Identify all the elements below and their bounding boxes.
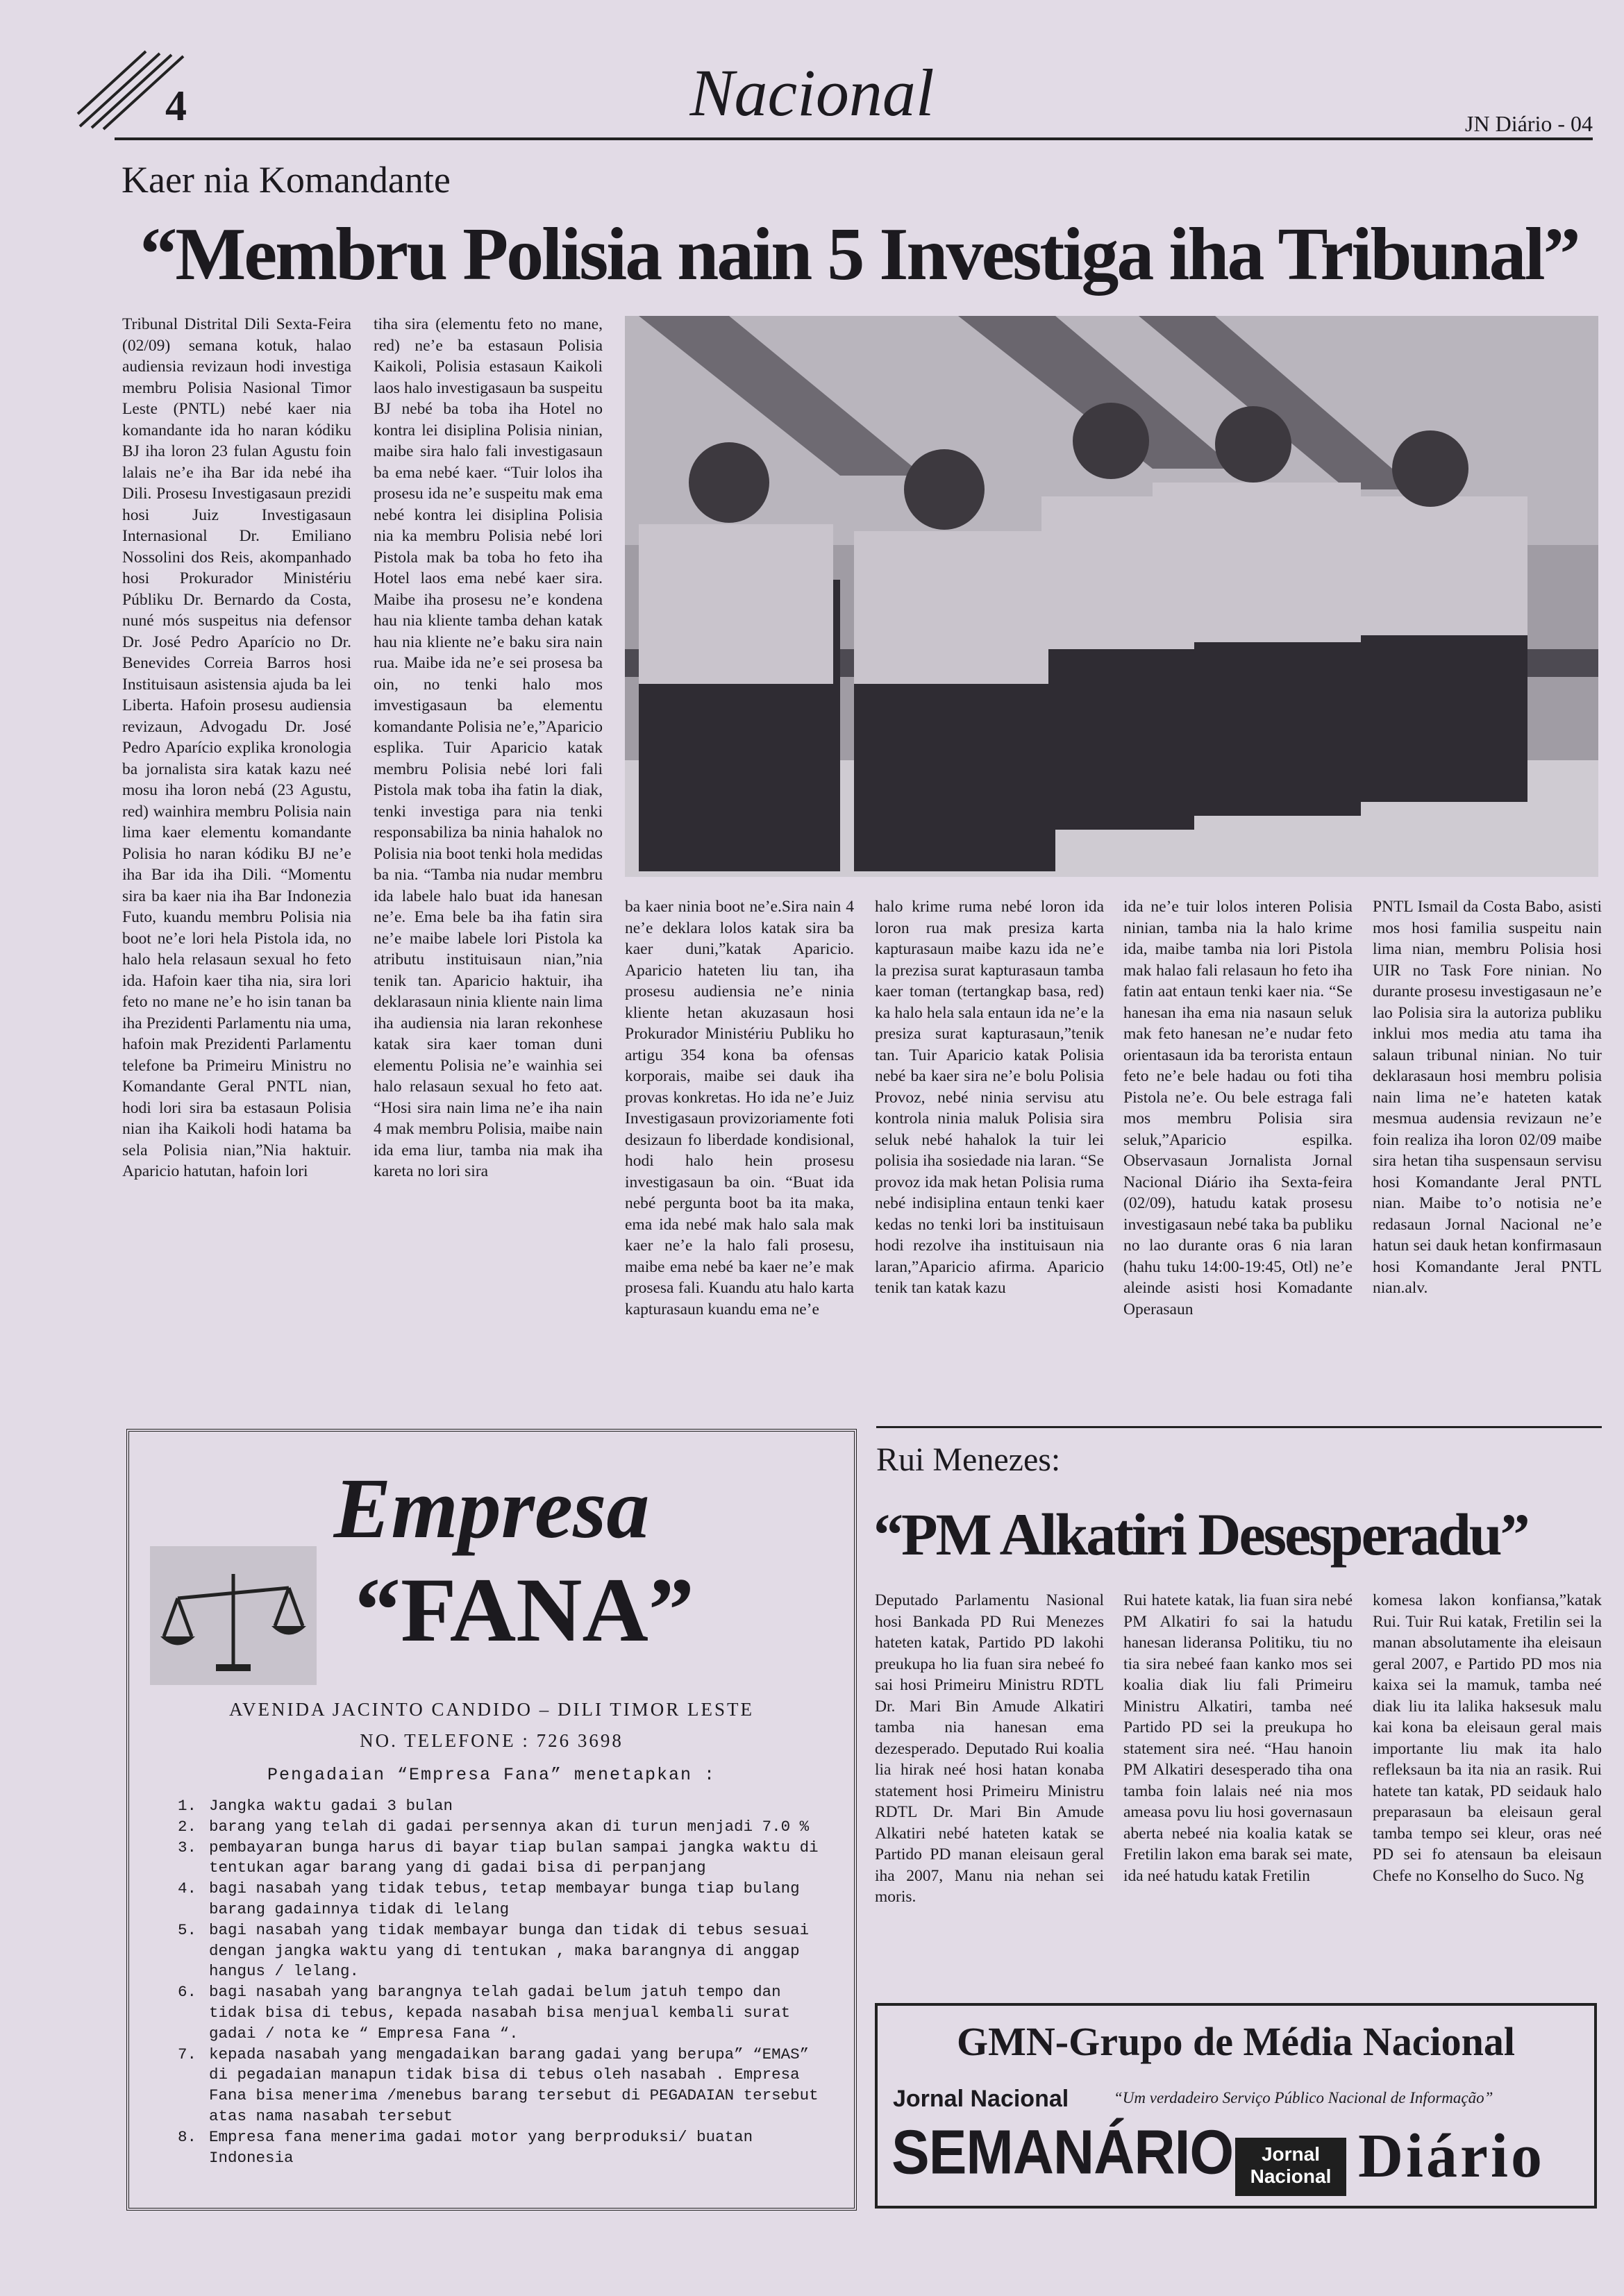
article-column-6: PNTL Ismail da Costa Babo, asisti mos hosi familia suspeitu nain lima nian, membru Polisia hosi UIR no Task Fore ninian. No durante prosesu investigasaun ne’e lao Polisia sira la autoriza publiku inklui mos media atu tama iha salaun tribunal ninian. No tuir deklarasaun hosi membru polisia nain lima ne’e hateten katak mesmua audensia revizaun ne’e foin realiza iha loron 02/09 maibe sira hetan tiha suspensaun servisu hosi Komandante Jeral PNTL nian. Maibe to’o notisia ne’e redasaun Jornal Nacional ne’e hatun sei dauk hetan konfirmasaun hosi Komandante Jeral PNTL nian.alv. [1373,898,1602,1297]
gmn-title: GMN-Grupo de Média Nacional [957,2019,1515,2064]
advert-intro: Pengadaian “Empresa Fana” menetapkan : [267,1765,717,1785]
jornal-nacional-label: Jornal Nacional [893,2086,1069,2112]
article-column-2: tiha sira (elementu feto no mane, red) ne’e ba estasaun Polisia Kaikoli, Polisia estasaun Kaikoli laos halo investigasaun ba suspeitu BJ nebé ba toba iha Hotel no kontra lei disiplina Polisia ninian, maibe sira halo fali investigasaun ba ema nebé kaer. “Tuir lolos iha prosesu ida ne’e suspeitu mak ema nebé kontra lei disiplina Polisia nia ka membru Polisia nebé lori Pistola mak ba toba ho feto iha Hotel laos ema nebé kaer sira. Maibe iha prosesu ne’e kondena hau nia kliente tamba dehan katak hau nia kliente ne’e baku sira nain rua. Maibe ida ne’e sei prosesa ba oin, no tenki halo mos imvestigasaun ba elementu komandante Polisia ne’e,”Aparicio esplika. Tuir Aparicio katak membru Polisia nebé lori fali Pistola mak toba iha fatin la diak, tenki investiga para nia tenki responsabiliza ba ninia hahalok no Polisia nia boot tenki hola medidas ba nia. “Tamba nia nudar membru ida labele halo buat ida hanesan ne’e. Ema bele ba iha fatin sira ne’e maibe labele lori Pistola ka atributu instituisaun nian,”nia tenik tan. Aparicio haktuir, iha deklarasaun ninia kliente nain lima iha audiensia nia laran rekonhese katak sira kaer toman duni elementu Polisia ne’e wainhia sei halo relasaun sexual ho feto aat. “Hosi sira nain lima ne’e iha nain 4 mak membru Polisia, maibe nain ida ema liur, tamba nia mak iha kareta no lori sira [374,315,603,1180]
list-item: 1. Jangka waktu gadai 3 bulan [178,1797,453,1815]
article-column-1: Tribunal Distrital Dili Sexta-Feira (02/09) semana kotuk, halao audiensia revizaun hodi investiga membru Polisia Nasional Timor Leste (PNTL) nebé kaer nia komandante ida ho naran kódiku BJ iha loron 23 fulan Agustu foin lalais ne’e iha Bar ida nebé iha Dili. Prosesu Investigasaun prezidi hosi Juiz Investigasaun Internasional Dr. Emiliano Nossolini dos Reis, akompanhado hosi Prokurador Ministériu Públiku Dr. Bernardo da Costa, nuné mós suspeitus nia defensor Dr. José Pedro Aparício no Dr. Benevides Correia Barros hosi Instituisaun asistensia ajuda ba lei Liberta. Hafoin prosesu audiensia revizaun, Advogadu Dr. José Pedro Aparício explika kronologia ba jornalista sira katak kazu neé mosu iha loron nebá (23 Agustu, red) wainhira membru Polisia nain lima kaer elementu komandante Polisia ho naran kódiku BJ ne’e iha Bar ida iha Dili. “Momentu sira ba kaer nia iha Bar Indonezia Futo, kuandu membru Polisia nia boot ne’e lori hela Pistola ida, no halo hela relasaun sexual ho feto ida. Hafoin kaer tiha nia, sira lori feto no mane ne’e ho isin tanan ba iha Prezidenti Parlamentu nia uma, hafoin mak Prezidenti Parlamentu telefone ba Primeiru Ministru no Komandante Geral PNTL nian, hodi lori sira ba estasaun Polisia nian iha Kaikoli hodi hatama ba sela Polisia nian,”Nia haktuir. Aparicio hatutan, hafoin lori [122,315,351,1180]
police-officers-photo [625,316,1598,877]
gmn-logo-box [875,2003,1597,2209]
article2-kicker: Rui Menezes: [876,1441,1061,1478]
section-title: Nacional [689,56,935,130]
paper-id: JN Diário - 04 [1465,111,1593,136]
article-kicker: Kaer nia Komandante [122,159,451,201]
list-item: 2. barang yang telah di gadai persennya akan di turun menjadi 7.0 % [178,1817,810,1836]
empresa-fana-advert [126,1429,857,2211]
advert-phone: NO. TELEFONE : 726 3698 [360,1730,623,1751]
advert-title: Empresa [333,1461,650,1556]
list-item: 5. bagi nasabah yang tidak membayar bunga dan tidak di tebus sesuai dengan jangka waktu yang di tentukan , maka barangnya di anggap hangus / lelang. [178,1920,810,1981]
advert-rules-list [178,1796,823,2168]
advert-address: AVENIDA JACINTO CANDIDO – DILI TIMOR LESTE [229,1699,754,1720]
article2-column-1: Deputado Parlamentu Nasional hosi Bankada PD Rui Menezes hateten katak, Partido PD lakohi preukupa ho lia fuan sira nebeé fo sai hosi Primeiru Ministru RDTL Dr. Mari Bin Amude Alkatiri tamba nia hanesan ema dezesperado. Deputado Rui koalia lia hirak neé hosi hatan konaba statement hosi Primeiru Ministru RDTL Dr. Mari Bin Amude Alkatiri nebé hateten katak se Partido PD manan eleisaun geral iha 2007, Manu nia nehan sei moris. [875,1591,1104,1906]
article2-column-2: Rui hatete katak, lia fuan sira nebé PM Alkatiri fo sai la hatudu hanesan lideransa Politiku, tiu no tia sira nebeé faan kanko mos sei koalia diak liu fali Primeiru Ministru Alkatiri, tamba neé Partido PD sei la preukupa ho statement sira neé. “Hau hanoin PM Alkatiri desesperado tiha ona tamba foin lalais neé nia mos ameasa povu liu hosi governasaun aberta nebeé nia koalia katak se Fretilin lakon ema barak sei mate, ida neé hatudu katak Fretilin [1123,1591,1353,1885]
balance-scale-icon [150,1546,317,1685]
list-item: 8. Empresa fana menerima gadai motor yang berproduksi/ buatan Indonesia [178,2127,753,2167]
advert-brand: “FANA” [355,1559,694,1661]
article-column-4: halo krime ruma nebé loron ida loron rua mak presiza karta kapturasaun maibe kazu ida ne’e la prezisa surat kapturasaun tamba kaer toman (tertangkap basa, red) ka halo hela sala entaun ida ne’e la presiza surat kapturasaun,”tenik tan. Tuir Aparicio katak Polisia nebé ba kaer sira ne’e bolu Polisia Provoz, nebé ninia servisu atu kontrola ninia maluk Polisia sira seluk nebé hahalok la tuir lei polisia iha sosiedade nia laran. “Se provoz ida mak hetan Polisia ruma nebé indisiplina entaun tenki kaer kedas no tenki lori ba instituisaun hodi rezolve iha instituisaun nia laran,”Aparicio afirma. Aparicio tenik tan katak kazu [875,898,1104,1297]
list-item: 3. pembayaran bunga harus di bayar tiap bulan sampai jangka waktu di tentukan agar barang yang di gadai bisa di perpanjang [178,1838,819,1877]
list-item: 4. bagi nasabah yang tidak tebus, tetap membayar bunga tiap bulang barang gadainnya tidak di lelang [178,1879,800,1918]
article-divider [876,1426,1602,1428]
jornal-nacional-badge: Jornal Nacional [1235,2138,1346,2196]
article-column-5: ida ne’e tuir lolos interen Polisia ninian, tamba nia la halo krime ida, maibe tamba nia lori Pistola mak halao fali relasaun ho feto iha fatin aat entaun tenki kaer nia. “Se hanesan iha ema nia nasaun seluk mak feto hanesan ne’e nudar feto orientasaun ida ba terorista entaun feto ne’e bele hadau ou foti tiha Pistola ne’e. Ou bele estraga fali mos membru Polisia sira seluk,”Aparicio espilka. Observasaun Jornalista Jornal Nacional Diário iha Sexta-feira (02/09), hatudu katak prosesu investigasaun nebé taka ba publiku no lao durante oras 6 nia laran (hahu tuku 14:00-19:45, Otl) ne’e aleinde asisti hosi Komadante Operasaun [1123,898,1353,1318]
list-item: 7. kepada nasabah yang mengadaikan barang gadai yang berupa” “EMAS” di pegadaian manapun tidak bisa di tebus oleh nasabah . Empresa Fana bisa menerima /menebus barang tersebut di PEGADAIAN tersebut atas nama nasabah tersebut [178,2045,819,2125]
article2-headline: “PM Alkatiri Desesperadu” [873,1501,1528,1568]
semanario-logo: SEMANÁRIO [891,2118,1234,2188]
article-column-3: ba kaer ninia boot ne’e.Sira nain 4 ne’e deklara lolos katak sira ba kaer duni,”katak Aparicio. Aparicio hateten liu tan, iha prosesu audiensia ne’e ninia kliente hetan akuzasaun hosi Prokurador Ministériu Publiku ho artigu 354 kona ba ofensas korporais, maibe sei dauk iha provas konkretas. Ho ida ne’e Juiz Investigasaun provizoriamente foti desizaun fo liberdade kondisional, hodi halo hein prosesu investigasaun ba oin. “Buat ida nebé pergunta boot ba ita maka, ema ida nebé mak halo sala mak kaer ne’e la halo fali prosesu, maibe ema nebé ba kaer ne’e mak prosesa fali. Kuandu atu halo karta kapturasaun kuandu ema ne’e [625,898,854,1318]
header-rule [115,137,1593,140]
diario-logo: Diário [1358,2122,1545,2190]
gmn-slogan: “Um verdadeiro Serviço Público Nacional de Informação” [1114,2089,1493,2106]
page-number: 4 [165,83,187,130]
article2-column-3: komesa lakon konfiansa,”katak Rui. Tuir Rui katak, Fretilin sei la manan absolutamente iha eleisaun geral 2007, e Partido PD mos nia kaixa sei la mamuk, tamba neé diak liu ita lalika haksesuk malu kai kona ba eleisaun geral mais importante liu mak ita halo refleksaun ba ita nia an rasik. Rui hatete tan katak, PD seidauk halo preparasaun ba eleisaun geral tamba tempo sei kleur, oras neé PD sei fo atensaun ba eleisaun Chefe no Konselho do Suco. Ng [1373,1591,1602,1885]
article-headline: “Membru Polisia nain 5 Investiga iha Tribunal” [140,213,1579,296]
list-item: 6. bagi nasabah yang barangnya telah gadai belum jatuh tempo dan tidak bisa di tebus, kepada nasabah bisa menjual kembali surat gadai / nota ke “ Empresa Fana “. [178,1983,791,2043]
